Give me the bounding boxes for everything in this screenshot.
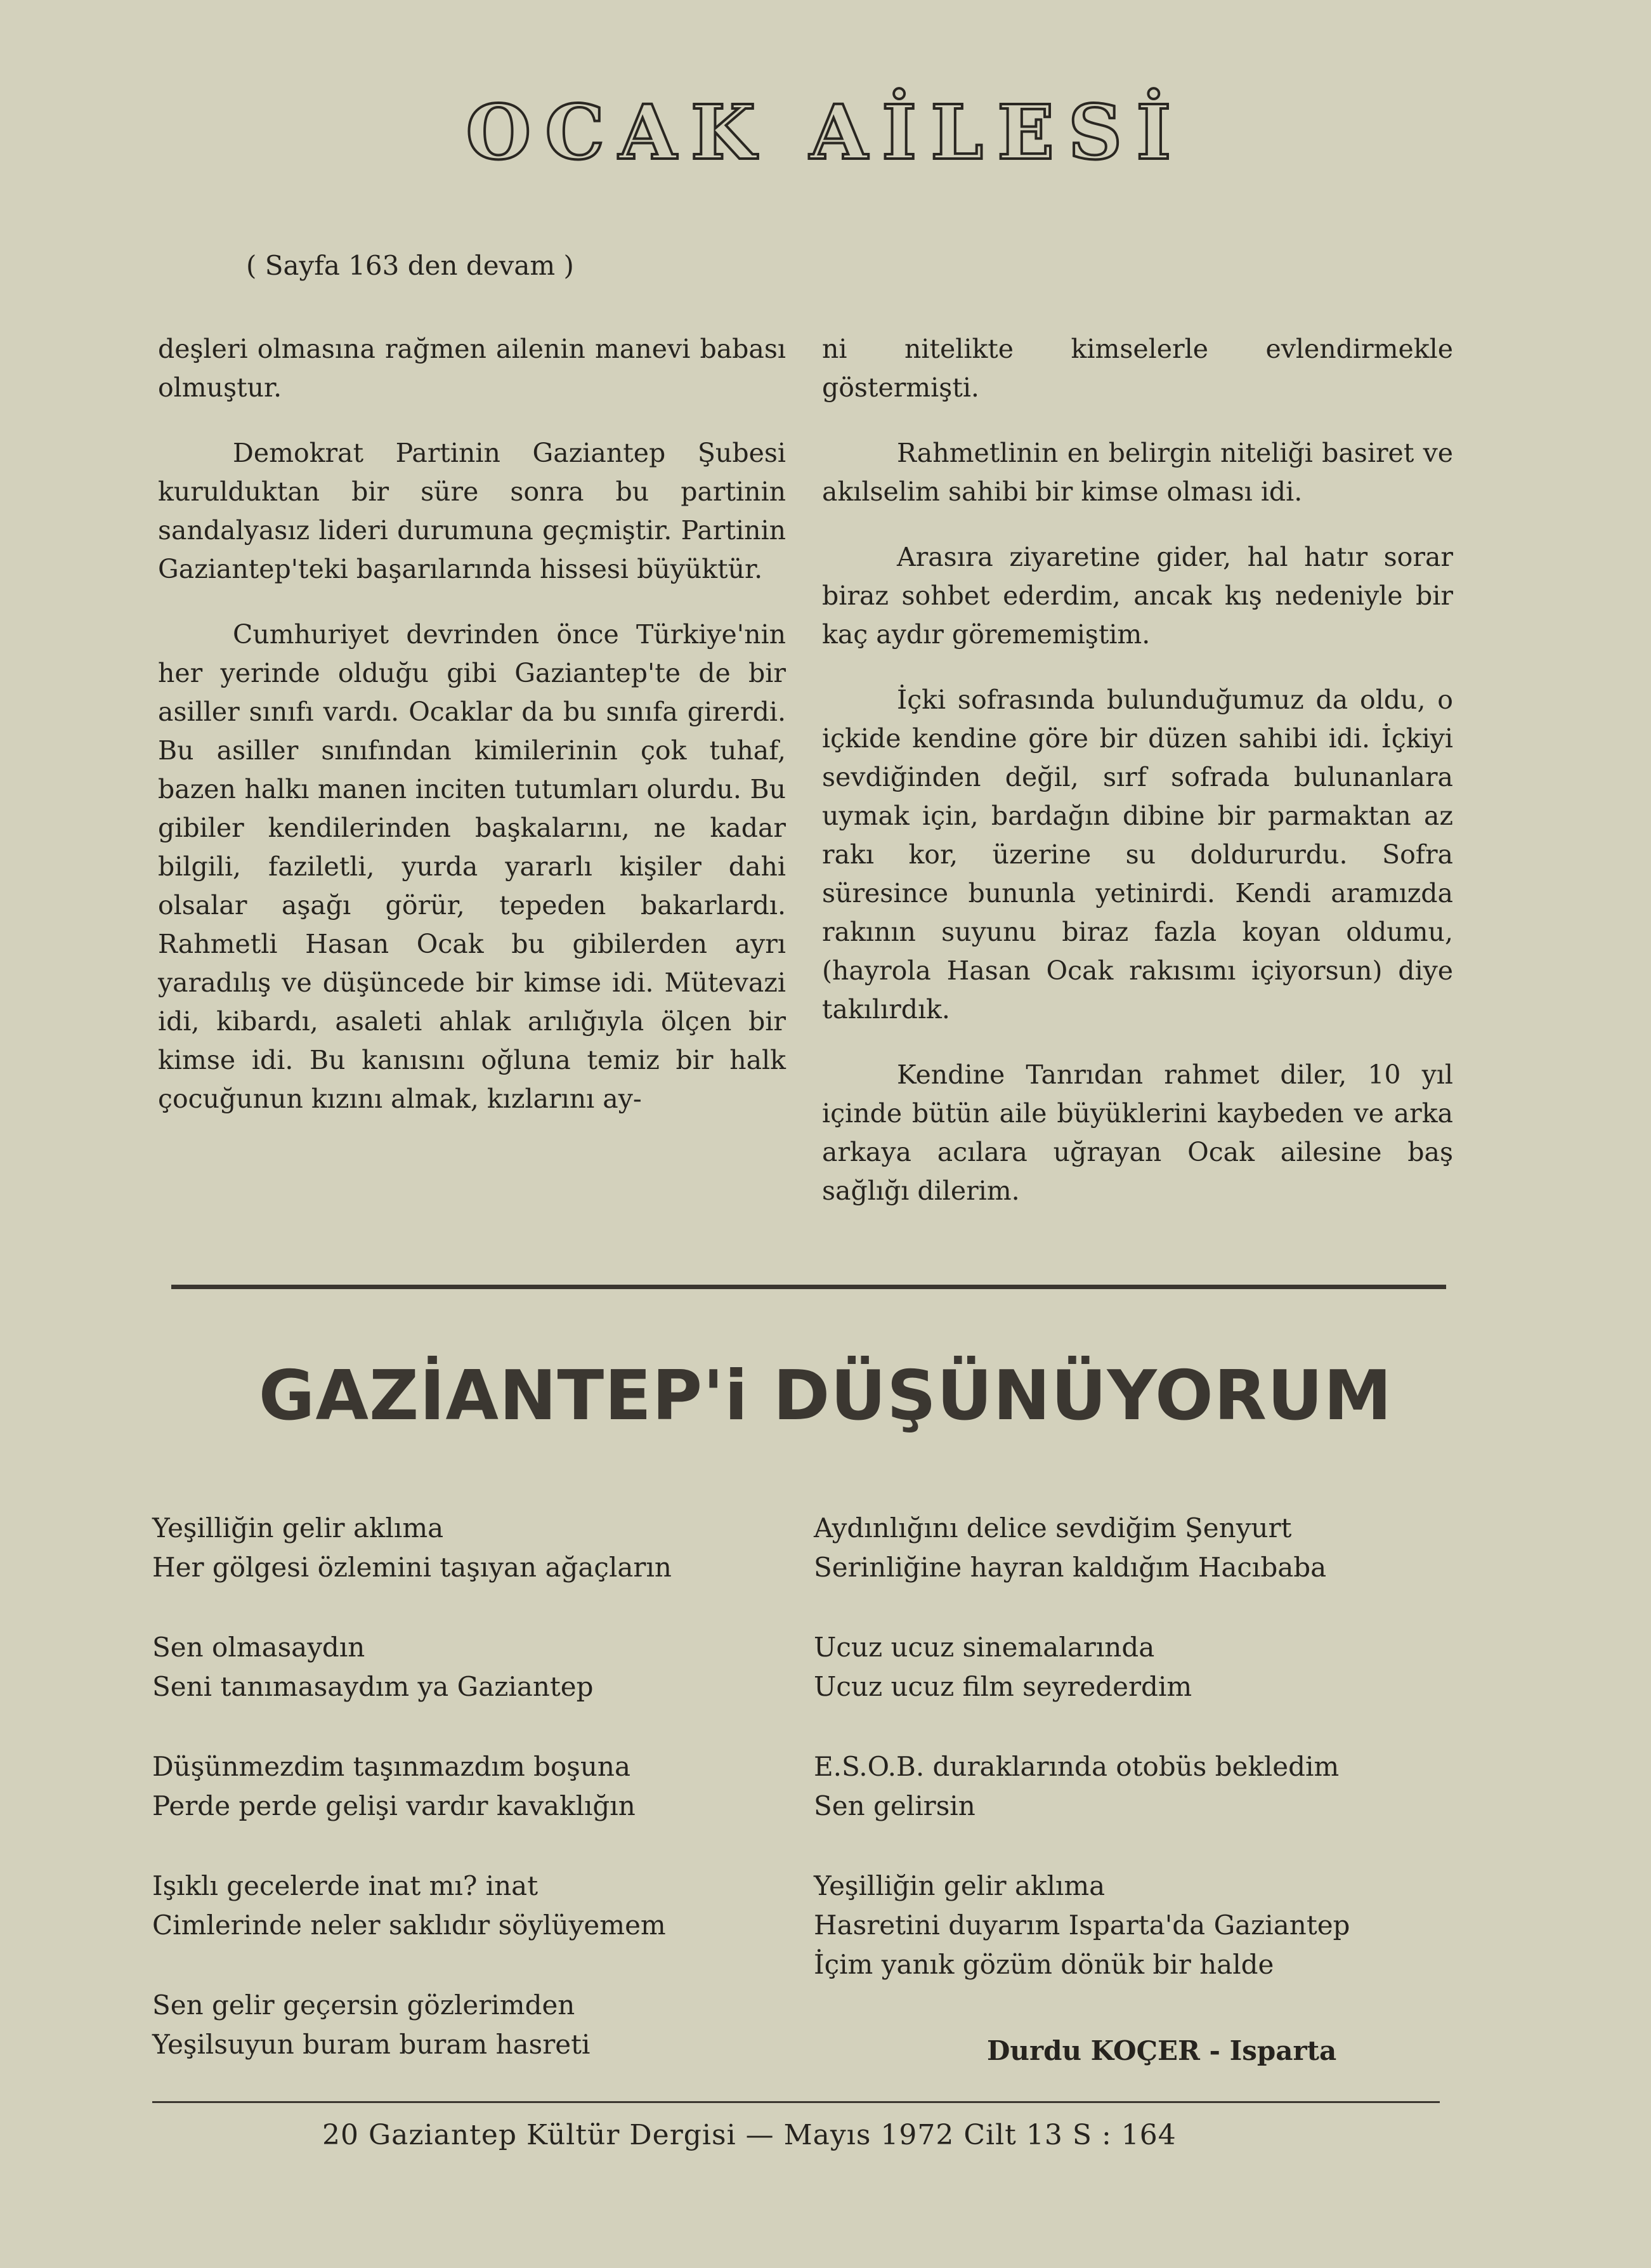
article-column-left [158, 330, 786, 1145]
article-column-right [822, 330, 1453, 1237]
paragraph: ni nitelikte kimselerle evlendirmekle göstermişti. [822, 334, 1453, 403]
verse-line: Işıklı gecelerde inat mı? inat [152, 1870, 538, 1901]
stanza [814, 1628, 1350, 1707]
verse-line: Ucuz ucuz film seyrederdim [814, 1671, 1192, 1702]
paragraph: Arasıra ziyaretine gider, hal hatır sorar biraz sohbet ederdim, ancak kış nedeniyle bir kaç aydır görememiştim. [822, 542, 1453, 650]
verse-line: Sen gelirsin [814, 1790, 976, 1821]
verse-line: Seni tanımasaydım ya Gaziantep [152, 1671, 594, 1702]
page-footer: 20 Gaziantep Kültür Dergisi — Mayıs 1972 Cilt 13 S : 164 [322, 2119, 1177, 2151]
paragraph: Kendine Tanrıdan rahmet diler, 10 yıl içinde bütün aile büyüklerini kaybeden ve arka arkaya acılara uğrayan Ocak ailesine baş sağlığı dilerim. [822, 1059, 1453, 1206]
stanza [814, 1747, 1350, 1826]
stanza [814, 1509, 1350, 1587]
paragraph: deşleri olmasına rağmen ailenin manevi babası olmuştur. [158, 334, 786, 403]
paragraph: Demokrat Partinin Gaziantep Şubesi kurulduktan bir süre sonra bu partinin sandalyasız lideri durumuna geçmiştir. Partinin Gaziantep'teki başarılarında hissesi büyüktür. [158, 438, 786, 584]
stanza [152, 1986, 672, 2064]
stanza [814, 1866, 1350, 1984]
verse-line: Yeşilliğin gelir aklıma [814, 1870, 1106, 1901]
verse-line: Sen gelir geçersin gözlerimden [152, 1989, 575, 2021]
verse-line: Ucuz ucuz sinemalarında [814, 1632, 1155, 1663]
article-title: OCAK AİLESİ [466, 88, 1185, 176]
poem-author: Durdu KOÇER - Isparta [987, 2035, 1337, 2066]
poem-title: GAZİANTEP'i DÜŞÜNÜYORUM [258, 1356, 1393, 1436]
verse-line: Sen olmasaydın [152, 1632, 365, 1663]
paragraph: Cumhuriyet devrinden önce Türkiye'nin her yerinde olduğu gibi Gaziantep'te de bir asiller sınıfı vardı. Ocaklar da bu sınıfa girerdi. Bu asiller sınıfından kimilerinin çok tuhaf, bazen halkı manen inciten tutumları olurdu. Bu gibiler kendilerinden başkalarını, ne kadar bilgili, faziletli, yurda yararlı kişiler dahi olsalar aşağı görür, tepeden bakarlardı. Rahmetli Hasan Ocak bu gibilerden ayrı yaradılış ve düşüncede bir kimse idi. Mütevazi idi, kibardı, asaleti ahlak arılığıyla ölçen bir kimse idi. Bu kanısını oğluna temiz bir halk çocuğunun kızını almak, kızlarını ay- [158, 619, 786, 1114]
footer-divider [152, 2101, 1440, 2103]
verse-line: Perde perde gelişi vardır kavaklığın [152, 1790, 636, 1821]
verse-line: Yeşilliğin gelir aklıma [152, 1512, 444, 1544]
stanza [152, 1866, 672, 1945]
poem-column-left [152, 1509, 672, 2105]
verse-line: Düşünmezdim taşınmazdım boşuna [152, 1751, 630, 1782]
verse-line: İçim yanık gözüm dönük bir halde [814, 1949, 1274, 1980]
stanza [152, 1628, 672, 1707]
verse-line: Aydınlığını delice sevdiğim Şenyurt [814, 1512, 1292, 1544]
verse-line: Yeşilsuyun buram buram hasreti [152, 2029, 591, 2060]
verse-line: Cimlerinde neler saklıdır söylüyemem [152, 1910, 666, 1941]
stanza [152, 1509, 672, 1587]
verse-line: Serinliğine hayran kaldığım Hacıbaba [814, 1552, 1327, 1583]
verse-line: Her gölgesi özlemini taşıyan ağaçların [152, 1552, 672, 1583]
paragraph: İçki sofrasında bulunduğumuz da oldu, o içkide kendine göre bir düzen sahibi idi. İçkiyi sevdiğinden değil, sırf sofrada bulunanlara uymak için, bardağın dibine bir parmaktan az rakı kor, üzerine su doldururdu. Sofra süresince bununla yetinirdi. Kendi aramızda rakının suyunu biraz fazla koyan oldumu, (hayrola Hasan Ocak rakısımı içiyorsun) diye takılırdık. [822, 685, 1453, 1025]
paragraph: Rahmetlinin en belirgin niteliği basiret ve akılselim sahibi bir kimse olması idi. [822, 438, 1453, 507]
section-divider [171, 1285, 1446, 1289]
verse-line: Hasretini duyarım Isparta'da Gaziantep [814, 1910, 1350, 1941]
stanza [152, 1747, 672, 1826]
continued-note: ( Sayfa 163 den devam ) [246, 250, 574, 281]
verse-line: E.S.O.B. duraklarında otobüs bekledim [814, 1751, 1340, 1782]
poem-column-right [814, 1509, 1350, 2025]
